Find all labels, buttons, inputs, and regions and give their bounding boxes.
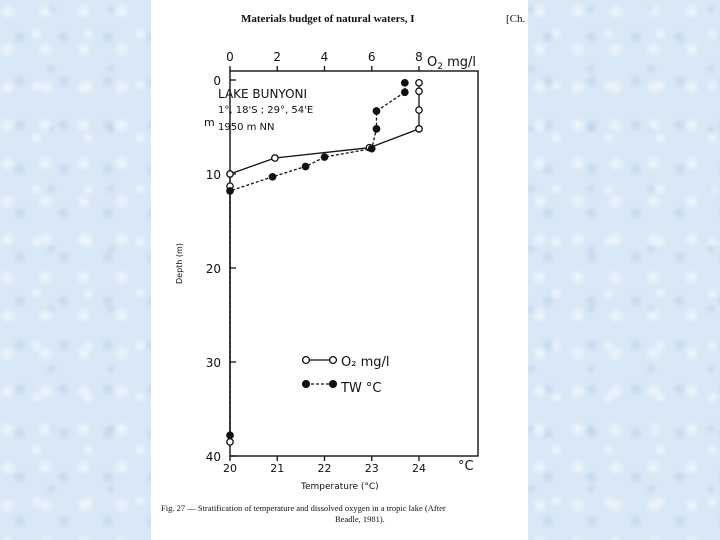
x-axis-title: Temperature (°C) [301, 482, 379, 492]
oxygen-point-2 [416, 107, 422, 113]
y-axis-label: Depth (m) [175, 243, 184, 284]
bottom-axis-ticks [223, 456, 426, 475]
top-axis-ticks [226, 50, 423, 71]
oxygen-point-0 [416, 80, 422, 86]
document-page [151, 0, 528, 540]
chart-area [175, 50, 478, 492]
page-header-title: Materials budget of natural waters, I [241, 13, 415, 25]
chart-subtitle-coords: 1°, 18'S ; 29°, 54'E [218, 105, 314, 116]
legend [303, 355, 390, 396]
y-tick-label-0: 0 [213, 74, 221, 88]
oxygen-point-5 [272, 155, 278, 161]
oxygen-point-8 [227, 439, 233, 445]
oxygen-point-6 [227, 171, 233, 177]
legend-label-temperature: TW °C [341, 381, 382, 396]
temperature-point-6 [302, 163, 308, 169]
figure [151, 0, 528, 540]
legend-marker-0-0 [303, 357, 310, 364]
temperature-point-2 [373, 108, 379, 114]
bottom-tick-label-22: 22 [317, 462, 332, 475]
figure-caption-line-2: Beadle, 1981). [335, 514, 385, 524]
chart-title: LAKE BUNYONI [218, 87, 308, 101]
figure-caption-line-1: Fig. 27 — Stratification of temperature and dissolved oxygen in a tropic lake (After [161, 503, 446, 513]
page-header-chapter: [Ch. [506, 13, 526, 25]
legend-marker-1-1 [330, 381, 337, 388]
temperature-point-5 [321, 154, 327, 160]
top-tick-label-4: 4 [320, 50, 329, 64]
temperature-point-8 [227, 188, 233, 194]
series-oxygen [227, 80, 422, 445]
temperature-point-3 [373, 126, 379, 132]
series-layer [227, 80, 422, 445]
oxygen-point-1 [416, 88, 422, 94]
temperature-point-4 [369, 145, 375, 151]
top-tick-label-6: 6 [367, 50, 376, 64]
bottom-tick-label-21: 21 [270, 462, 285, 475]
y-tick-label-10: 10 [205, 168, 221, 182]
legend-marker-1-0 [303, 381, 310, 388]
bottom-axis-unit-label: °C [458, 459, 474, 474]
bottom-tick-label-24: 24 [412, 462, 426, 475]
y-tick-label-20: 20 [205, 262, 221, 276]
top-tick-label-8: 8 [415, 50, 423, 64]
top-tick-label-2: 2 [273, 50, 282, 64]
temperature-point-9 [227, 432, 233, 438]
y-tick-label-30: 30 [205, 356, 221, 370]
chart-subtitle-elevation: 1950 m NN [218, 122, 275, 133]
temperature-point-7 [269, 174, 275, 180]
legend-label-oxygen: O₂ mg/l [341, 355, 390, 370]
temperature-point-0 [402, 80, 408, 86]
temperature-point-1 [402, 89, 408, 95]
series-line-oxygen [230, 83, 419, 442]
y-tick-label-40: 40 [205, 450, 221, 464]
oxygen-point-3 [416, 126, 422, 132]
top-axis-unit-label: $O_2$ mg/l [427, 55, 477, 72]
y-axis-unit-mark: m [204, 116, 215, 129]
legend-marker-0-1 [330, 357, 337, 364]
bottom-tick-label-20: 20 [223, 462, 237, 475]
top-tick-label-0: 0 [226, 50, 234, 64]
bottom-tick-label-23: 23 [364, 462, 379, 475]
